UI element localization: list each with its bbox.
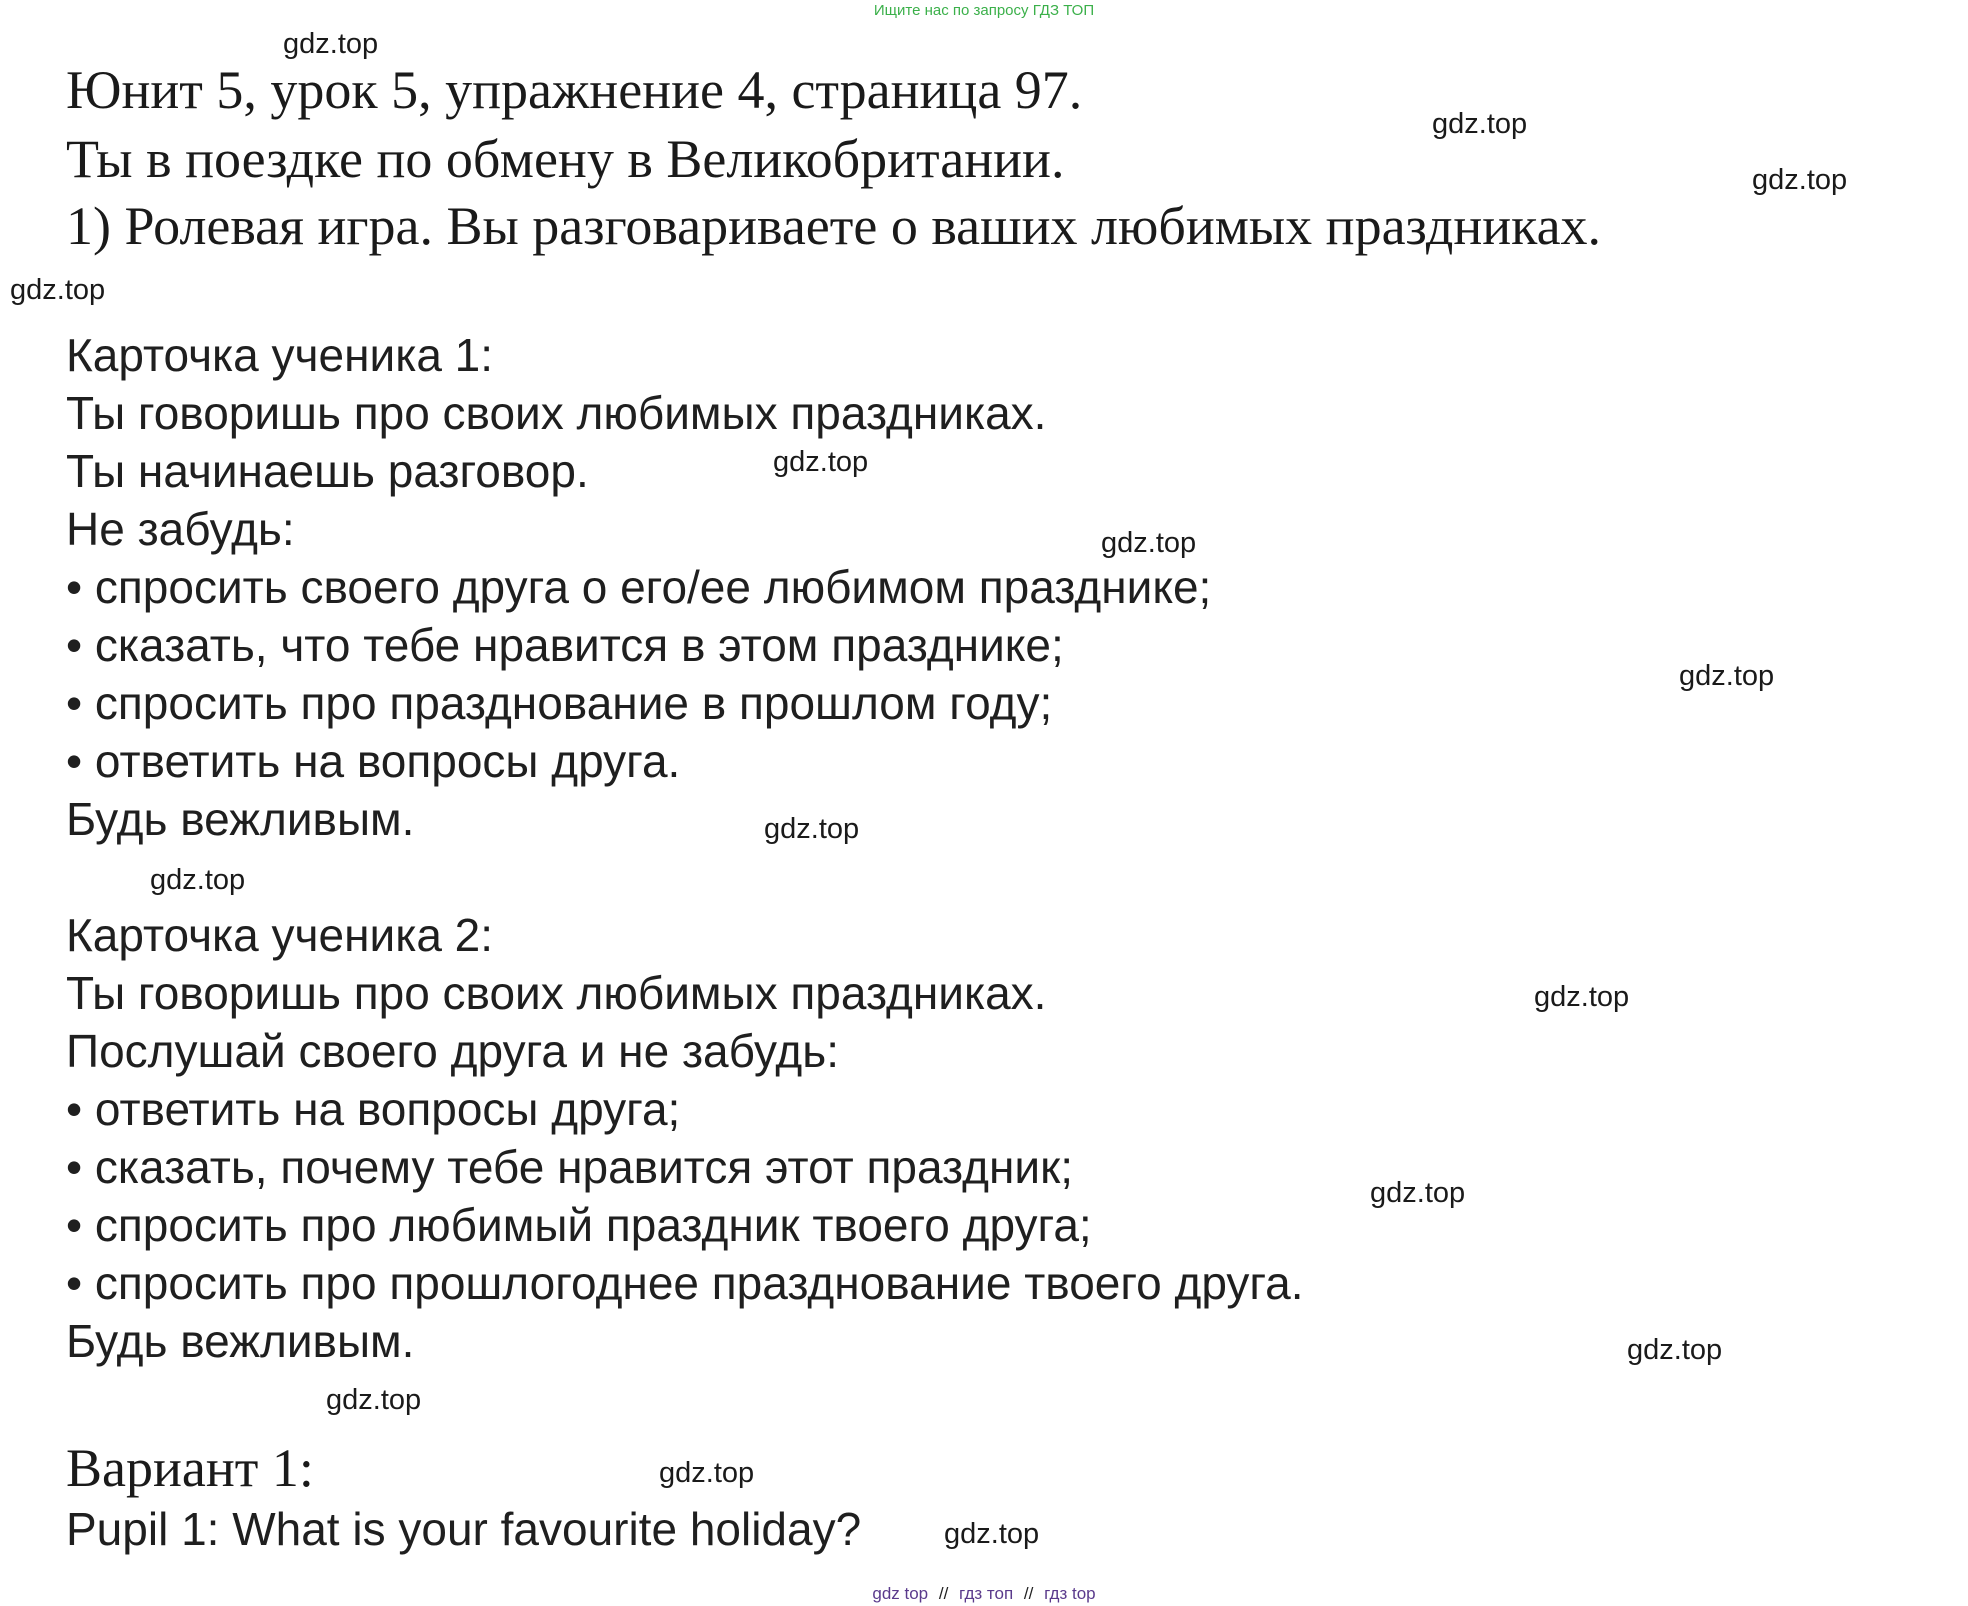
watermark: gdz.top [773, 446, 869, 478]
card2-line: Послушай своего друга и не забудь: [66, 1025, 840, 1077]
footer-separator: // [1023, 1584, 1034, 1603]
card2-bullet: • спросить про прошлогоднее празднование твоего друга. [66, 1257, 1304, 1309]
watermark: gdz.top [1627, 1334, 1723, 1366]
footer-separator: // [938, 1584, 949, 1603]
card1-line: Ты говоришь про своих любимых праздниках. [66, 387, 1047, 439]
watermark: gdz.top [1534, 981, 1630, 1013]
footer-link[interactable]: гдз топ [959, 1584, 1014, 1603]
watermark: gdz.top [1752, 164, 1848, 196]
variant-line: Pupil 1: What is your favourite holiday? [66, 1503, 862, 1555]
watermark: gdz.top [10, 274, 106, 306]
watermark: gdz.top [1679, 660, 1775, 692]
watermark: gdz.top [283, 28, 379, 60]
watermark: gdz.top [326, 1384, 422, 1416]
card2-line: Будь вежливым. [66, 1315, 415, 1367]
card2-line: Ты говоришь про своих любимых праздниках. [66, 967, 1047, 1019]
variant-title: Вариант 1: [66, 1438, 314, 1498]
watermark: gdz.top [1370, 1177, 1466, 1209]
footer-link[interactable]: gdz top [872, 1584, 929, 1603]
card1-bullet: • сказать, что тебе нравится в этом празднике; [66, 619, 1064, 671]
footer-link[interactable]: гдз top [1044, 1584, 1096, 1603]
card1-line: Будь вежливым. [66, 793, 415, 845]
card2-title: Карточка ученика 2: [66, 909, 494, 961]
card1-bullet: • спросить про празднование в прошлом году; [66, 677, 1053, 729]
watermark: gdz.top [944, 1518, 1040, 1550]
watermark: gdz.top [659, 1457, 755, 1489]
card2-bullet: • ответить на вопросы друга; [66, 1083, 681, 1135]
watermark: gdz.top [764, 813, 860, 845]
exercise-title: Юнит 5, урок 5, упражнение 4, страница 97. [66, 60, 1083, 120]
card1-line: Не забудь: [66, 503, 295, 555]
exercise-context: Ты в поездке по обмену в Великобритании. [66, 129, 1065, 189]
card2-bullet: • спросить про любимый праздник твоего друга; [66, 1199, 1092, 1251]
card1-line: Ты начинаешь разговор. [66, 445, 589, 497]
footer [0, 1584, 1968, 1604]
watermark: gdz.top [150, 864, 246, 896]
card1-bullet: • спросить своего друга о его/ее любимом празднике; [66, 561, 1212, 613]
card1-bullet: • ответить на вопросы друга. [66, 735, 681, 787]
watermark: gdz.top [1432, 108, 1528, 140]
exercise-task: 1) Ролевая игра. Вы разговариваете о ваших любимых праздниках. [66, 196, 1602, 256]
card1-title: Карточка ученика 1: [66, 329, 494, 381]
search-banner[interactable]: Ищите нас по запросу ГДЗ ТОП [873, 2, 1095, 19]
card2-bullet: • сказать, почему тебе нравится этот праздник; [66, 1141, 1073, 1193]
watermark: gdz.top [1101, 527, 1197, 559]
